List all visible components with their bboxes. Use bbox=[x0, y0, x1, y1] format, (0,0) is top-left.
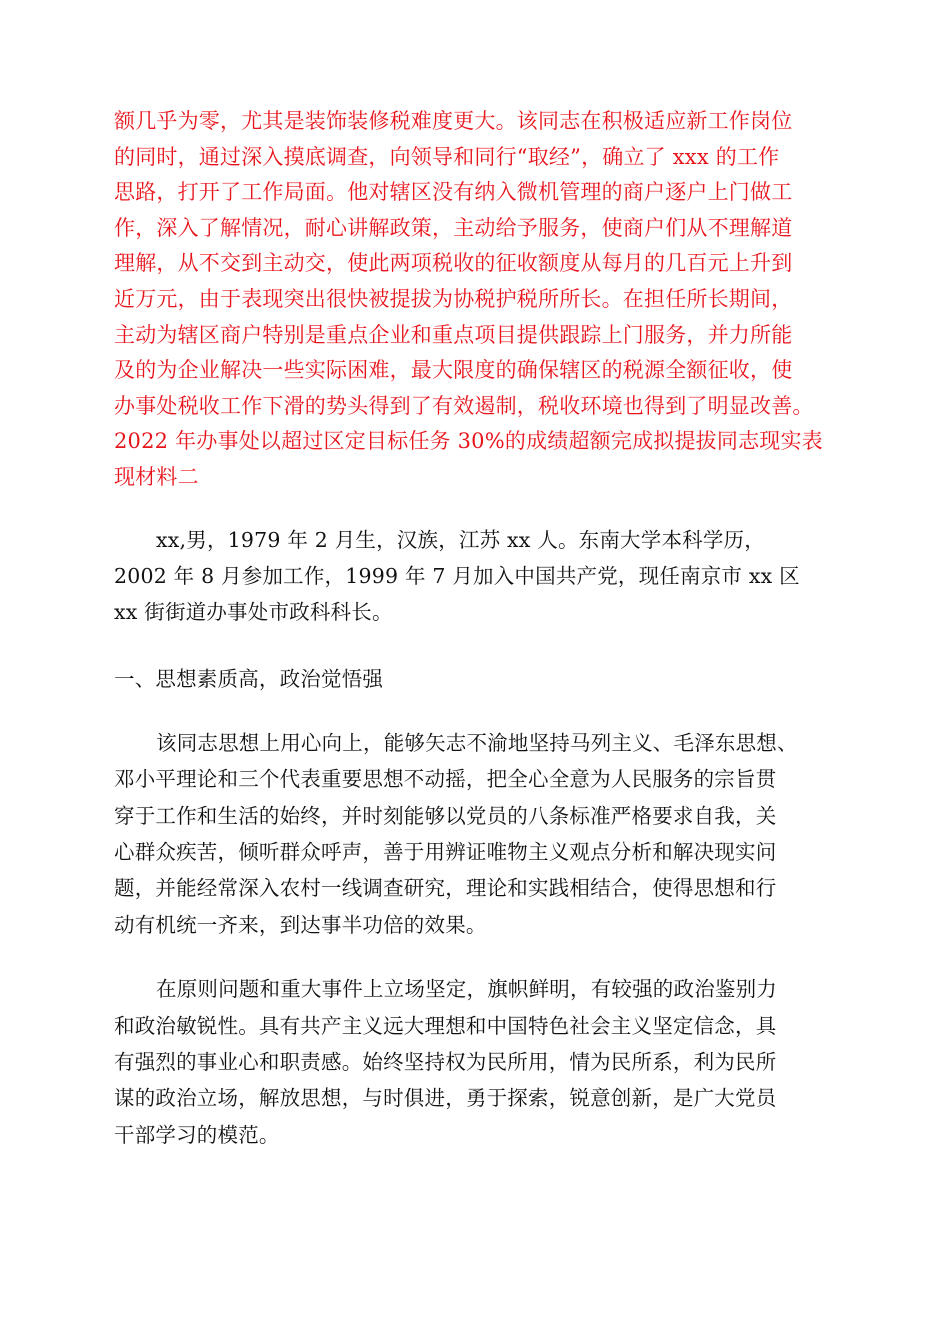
red-line: 现材料二 bbox=[114, 464, 199, 489]
intro-line: xx 街街道办事处市政科科长。 bbox=[114, 600, 393, 625]
document-page bbox=[114, 104, 844, 1153]
red-line: 作，深入了解情况，耐心讲解政策，主动给予服务，使商户们从不理解道 bbox=[114, 215, 793, 240]
red-line: 的同时，通过深入摸底调查，向领导和同行“取经”，确立了 xxx 的工作 bbox=[114, 144, 780, 169]
red-line: 办事处税收工作下滑的势头得到了有效遏制，税收环境也得到了明显改善。 bbox=[114, 393, 814, 418]
section-heading: 一、思想素质高，政治觉悟强 bbox=[114, 666, 384, 691]
paragraph-line: 有强烈的事业心和职责感。始终坚持权为民所用，情为民所系，利为民所 bbox=[114, 1050, 777, 1074]
red-line: 主动为辖区商户特别是重点企业和重点项目提供跟踪上门服务，并力所能 bbox=[114, 322, 793, 347]
paragraph-line: 和政治敏锐性。具有共产主义远大理想和中国特色社会主义坚定信念，具 bbox=[114, 1013, 777, 1038]
paragraph-line: 动有机统一齐来，到达事半功倍的效果。 bbox=[114, 912, 487, 937]
paragraph-line: 心群众疾苦，倾听群众呼声，善于用辨证唯物主义观点分析和解决现实问 bbox=[114, 839, 777, 864]
body-paragraph-2 bbox=[114, 971, 844, 1153]
paragraph-line: 题，并能经常深入农村一线调查研究，理论和实践相结合，使得思想和行 bbox=[114, 876, 777, 901]
paragraph-line: 在原则问题和重大事件上立场坚定，旗帜鲜明，有较强的政治鉴别力 bbox=[156, 977, 777, 1002]
intro-paragraph bbox=[114, 522, 844, 631]
red-line: 近万元，由于表现突出很快被提拔为协税护税所所长。在担任所长期间， bbox=[114, 286, 793, 311]
paragraph-line: 谋的政治立场，解放思想，与时俱进，勇于探索，锐意创新，是广大党员 bbox=[114, 1086, 777, 1111]
red-highlighted-section bbox=[114, 104, 844, 496]
paragraph-line: 干部学习的模范。 bbox=[114, 1122, 280, 1147]
paragraph-line: 穿于工作和生活的始终，并时刻能够以党员的八条标准严格要求自我，关 bbox=[114, 803, 777, 828]
red-line: 额几乎为零，尤其是装饰装修税难度更大。该同志在积极适应新工作岗位 bbox=[114, 109, 793, 133]
red-line: 2022 年办事处以超过区定目标任务 30%的成绩超额完成拟提拔同志现实表 bbox=[114, 429, 823, 454]
intro-line: 2002 年 8 月参加工作，1999 年 7 月加入中国共产党，现任南京市 xx 区 bbox=[114, 563, 800, 588]
body-paragraph-1 bbox=[114, 725, 844, 943]
red-line: 思路，打开了工作局面。他对辖区没有纳入微机管理的商户逐户上门做工 bbox=[114, 180, 793, 205]
paragraph-line: 邓小平理论和三个代表重要思想不动摇，把全心全意为人民服务的宗旨贯 bbox=[114, 767, 777, 792]
red-line: 理解，从不交到主动交，使此两项税收的征收额度从每月的几百元上升到 bbox=[114, 251, 793, 276]
intro-line: xx,男，1979 年 2 月生，汉族，江苏 xx 人。东南大学本科学历， bbox=[156, 527, 765, 552]
paragraph-line: 该同志思想上用心向上，能够矢志不渝地坚持马列主义、毛泽东思想、 bbox=[156, 730, 798, 755]
red-line: 及的为企业解决一些实际困难，最大限度的确保辖区的税源全额征收，使 bbox=[114, 358, 793, 383]
